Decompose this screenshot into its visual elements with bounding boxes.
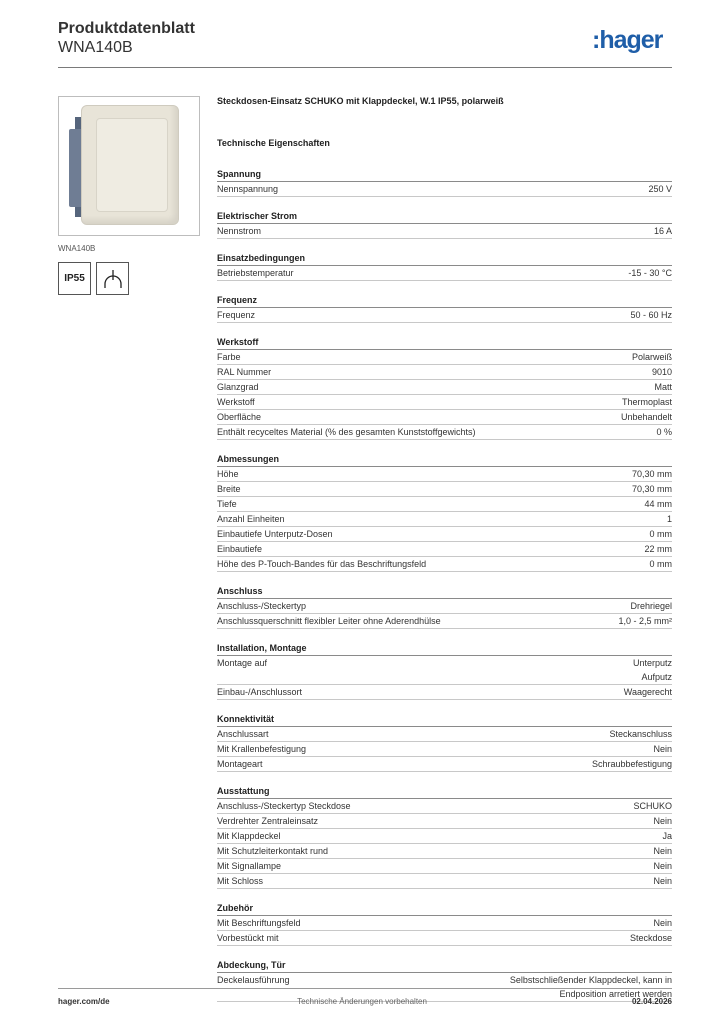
spec-label: Glanzgrad	[217, 382, 259, 392]
spec-row	[217, 266, 672, 281]
footer-divider	[58, 988, 672, 989]
spec-row	[217, 395, 672, 410]
spec-row	[217, 410, 672, 425]
spec-group	[217, 642, 672, 700]
spec-label: Einbautiefe Unterputz-Dosen	[217, 529, 333, 539]
spec-value: Nein	[653, 846, 672, 856]
spec-row	[217, 482, 672, 497]
spec-label: Anschlussart	[217, 729, 269, 739]
spec-label: Höhe	[217, 469, 239, 479]
spec-content	[217, 94, 672, 1015]
footer-date: 02.04.2026	[631, 997, 672, 1006]
spec-label: Verdrehter Zentraleinsatz	[217, 816, 319, 826]
spec-value: Nein	[653, 918, 672, 928]
spec-row	[217, 308, 672, 323]
spec-label: Montageart	[217, 759, 263, 769]
ip-rating-badge: IP55	[58, 262, 91, 295]
spec-group	[217, 713, 672, 772]
spec-value: 70,30 mm	[631, 469, 672, 479]
spec-group-title: Einsatzbedingungen	[217, 252, 672, 266]
spec-group	[217, 294, 672, 323]
spec-group	[217, 168, 672, 197]
spec-value: Waagerecht	[623, 687, 672, 697]
footer-disclaimer: Technische Änderungen vorbehalten	[297, 997, 427, 1006]
spec-row	[217, 829, 672, 844]
spec-label: Mit Klappdeckel	[217, 831, 281, 841]
spec-label: Betriebstemperatur	[217, 268, 294, 278]
spec-group	[217, 210, 672, 239]
spec-row	[217, 182, 672, 197]
spec-label: Anzahl Einheiten	[217, 514, 285, 524]
product-code: WNA140B	[58, 39, 133, 56]
spec-row	[217, 814, 672, 829]
spec-value: Schraubbefestigung	[591, 759, 672, 769]
spec-value: Unterputz Aufputz	[632, 658, 672, 682]
product-image	[58, 96, 200, 236]
product-image-cover	[96, 118, 168, 212]
spec-row	[217, 497, 672, 512]
spec-value: Steckanschluss	[609, 729, 672, 739]
spec-label: Mit Signallampe	[217, 861, 282, 871]
spec-row	[217, 614, 672, 629]
spec-value: 1	[666, 514, 672, 524]
socket-symbol-glyph	[102, 268, 124, 290]
spec-row	[217, 542, 672, 557]
spec-group	[217, 585, 672, 629]
spec-value: Matt	[654, 382, 672, 392]
spec-label: Einbau-/Anschlussort	[217, 687, 303, 697]
spec-row	[217, 224, 672, 239]
spec-row	[217, 757, 672, 772]
spec-row	[217, 685, 672, 700]
spec-value: 0 mm	[649, 529, 672, 539]
spec-value: Steckdose	[629, 933, 672, 943]
spec-label: RAL Nummer	[217, 367, 272, 377]
socket-symbol-icon	[96, 262, 129, 295]
header-divider	[58, 67, 672, 68]
spec-value: Unbehandelt	[620, 412, 672, 422]
spec-label: Anschluss-/Steckertyp	[217, 601, 307, 611]
page-title: Produktdatenblatt	[58, 20, 195, 37]
spec-row	[217, 874, 672, 889]
spec-label: Mit Beschriftungsfeld	[217, 918, 301, 928]
spec-group	[217, 959, 672, 1002]
spec-value: 50 - 60 Hz	[630, 310, 672, 320]
tech-heading: Technische Eigenschaften	[217, 138, 330, 148]
logo-prefix: :	[592, 26, 600, 54]
product-image-caption: WNA140B	[58, 244, 96, 253]
spec-value: 16 A	[653, 226, 672, 236]
spec-label: Anschlussquerschnitt flexibler Leiter ohne Aderendhülse	[217, 616, 441, 626]
spec-label: Mit Schutzleiterkontakt rund	[217, 846, 329, 856]
product-image-face	[81, 105, 179, 225]
spec-row	[217, 365, 672, 380]
spec-row	[217, 512, 672, 527]
spec-row	[217, 380, 672, 395]
spec-value: Selbstschließender Klappdeckel, kann in Endposition arretiert werden	[509, 975, 672, 999]
spec-value: Nein	[653, 816, 672, 826]
spec-group-title: Installation, Montage	[217, 642, 672, 656]
spec-value: 1,0 - 2,5 mm²	[618, 616, 672, 626]
spec-label: Breite	[217, 484, 241, 494]
spec-value: Drehriegel	[630, 601, 672, 611]
spec-group	[217, 453, 672, 572]
spec-group	[217, 902, 672, 946]
spec-value: 9010	[651, 367, 672, 377]
spec-value: Ja	[662, 831, 672, 841]
spec-row	[217, 467, 672, 482]
spec-row	[217, 350, 672, 365]
spec-label: Vorbestückt mit	[217, 933, 279, 943]
spec-value: 22 mm	[644, 544, 672, 554]
spec-label: Höhe des P-Touch-Bandes für das Beschriftungsfeld	[217, 559, 427, 569]
spec-value: Nein	[653, 861, 672, 871]
spec-label: Enthält recyceltes Material (% des gesamten Kunststoffgewichts)	[217, 427, 476, 437]
spec-group	[217, 336, 672, 440]
hager-logo	[592, 26, 662, 55]
spec-value: Thermoplast	[621, 397, 672, 407]
spec-value: 250 V	[648, 184, 672, 194]
spec-group-title: Zubehör	[217, 902, 672, 916]
product-description: Steckdosen-Einsatz SCHUKO mit Klappdeckel, W.1 IP55, polarweiß	[217, 96, 504, 106]
spec-group-title: Frequenz	[217, 294, 672, 308]
spec-row	[217, 742, 672, 757]
spec-group-title: Anschluss	[217, 585, 672, 599]
spec-label: Mit Schloss	[217, 876, 264, 886]
spec-row	[217, 557, 672, 572]
spec-row	[217, 425, 672, 440]
footer-website: hager.com/de	[58, 997, 110, 1006]
spec-groups	[217, 168, 672, 1002]
spec-label: Deckelausführung	[217, 975, 290, 985]
spec-label: Nennspannung	[217, 184, 279, 194]
spec-row	[217, 527, 672, 542]
spec-value: 70,30 mm	[631, 484, 672, 494]
spec-value: Nein	[653, 876, 672, 886]
spec-label: Frequenz	[217, 310, 256, 320]
spec-label: Nennstrom	[217, 226, 262, 236]
spec-group-title: Spannung	[217, 168, 672, 182]
spec-group-title: Abmessungen	[217, 453, 672, 467]
spec-label: Anschluss-/Steckertyp Steckdose	[217, 801, 351, 811]
spec-row	[217, 916, 672, 931]
logo-text: hager	[599, 26, 663, 54]
spec-value: 44 mm	[644, 499, 672, 509]
spec-row	[217, 844, 672, 859]
spec-group-title: Werkstoff	[217, 336, 672, 350]
spec-value: -15 - 30 °C	[628, 268, 672, 278]
spec-group-title: Konnektivität	[217, 713, 672, 727]
spec-value: Polarweiß	[631, 352, 672, 362]
spec-group-title: Ausstattung	[217, 785, 672, 799]
spec-value: Nein	[653, 744, 672, 754]
spec-label: Tiefe	[217, 499, 237, 509]
spec-row	[217, 799, 672, 814]
spec-group-title: Elektrischer Strom	[217, 210, 672, 224]
spec-row	[217, 859, 672, 874]
spec-value: 0 mm	[649, 559, 672, 569]
spec-label: Werkstoff	[217, 397, 255, 407]
spec-label: Montage auf	[217, 658, 268, 668]
spec-group-title: Abdeckung, Tür	[217, 959, 672, 973]
spec-value: 0 %	[656, 427, 672, 437]
spec-label: Einbautiefe	[217, 544, 263, 554]
spec-row	[217, 931, 672, 946]
spec-group	[217, 252, 672, 281]
spec-row	[217, 599, 672, 614]
spec-group	[217, 785, 672, 889]
spec-label: Oberfläche	[217, 412, 262, 422]
spec-value: SCHUKO	[633, 801, 672, 811]
spec-label: Mit Krallenbefestigung	[217, 744, 307, 754]
spec-row	[217, 727, 672, 742]
spec-label: Farbe	[217, 352, 241, 362]
spec-row	[217, 656, 672, 685]
